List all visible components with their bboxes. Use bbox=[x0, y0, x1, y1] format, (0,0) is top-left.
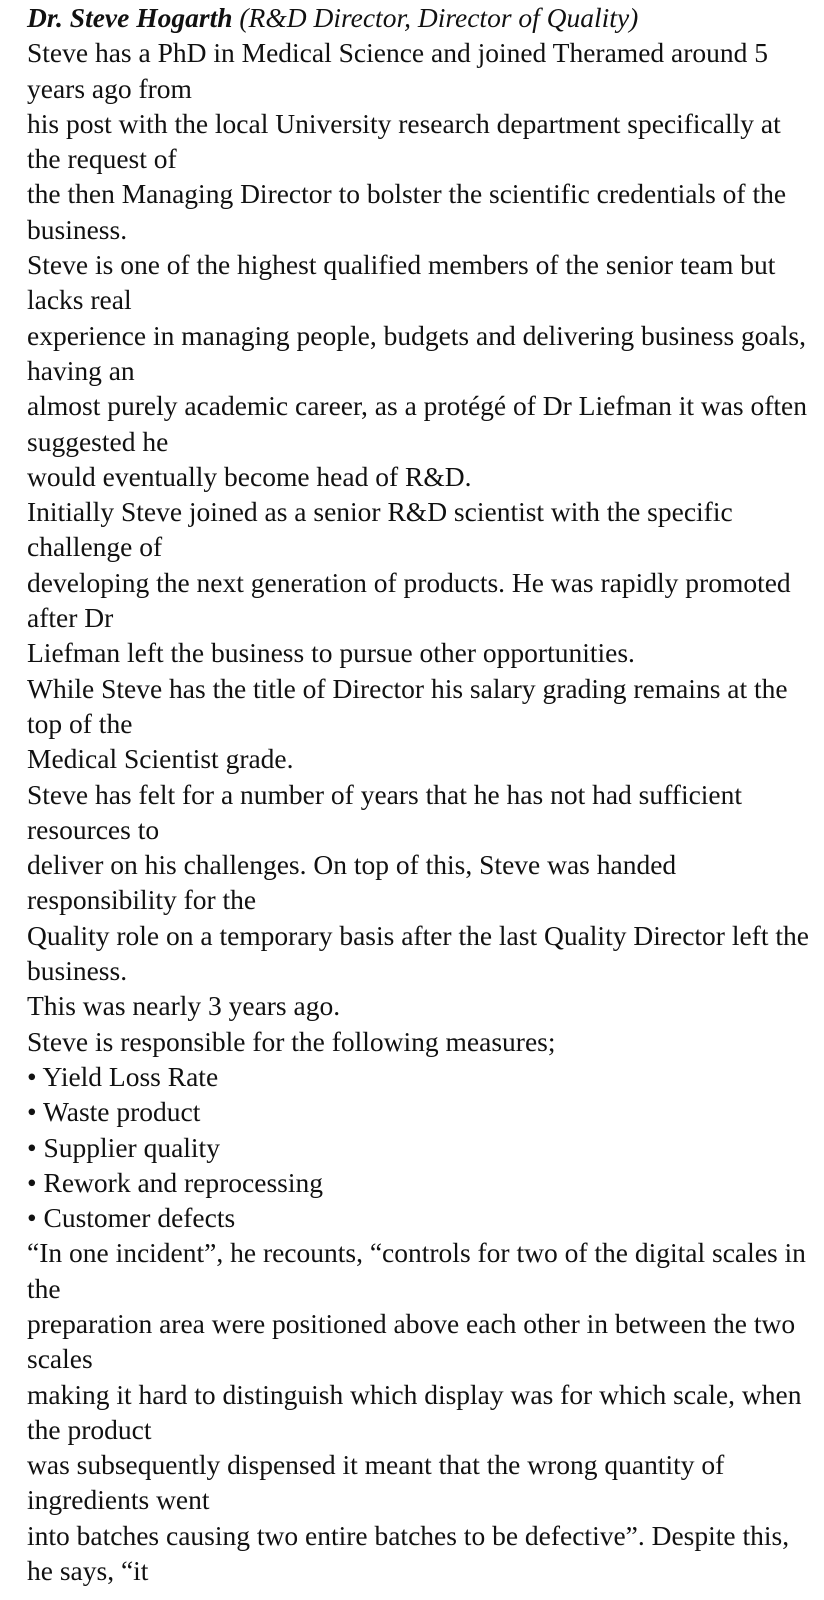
incident-quote bbox=[27, 1235, 818, 1588]
measures-list bbox=[27, 1059, 818, 1235]
profile-heading bbox=[27, 0, 818, 35]
measure-item: • Yield Loss Rate bbox=[27, 1060, 219, 1092]
person-role: (R&D Director, Director of Quality) bbox=[232, 2, 639, 33]
body-line: Liefman left the business to pursue other opportunities. bbox=[27, 637, 635, 669]
quote-line: making it hard to distinguish which display was for which scale, when the product bbox=[27, 1378, 802, 1445]
quote-line: into batches causing two entire batches to be defective”. Despite this, he says, “it bbox=[27, 1519, 790, 1587]
body-line: Initially Steve joined as a senior R&D scientist with the specific challenge of bbox=[27, 496, 733, 563]
body-line: experience in managing people, budgets and delivering business goals, having an bbox=[27, 319, 806, 386]
body-line: developing the next generation of products. He was rapidly promoted after Dr bbox=[27, 566, 791, 634]
body-line: Steve is one of the highest qualified members of the senior team but lacks real bbox=[27, 249, 776, 316]
person-name: Dr. Steve Hogarth bbox=[27, 2, 233, 33]
quote-line: was subsequently dispensed it meant that the wrong quantity of ingredients went bbox=[27, 1449, 725, 1516]
body-line: almost purely academic career, as a protégé of Dr Liefman it was often suggested he bbox=[27, 390, 808, 457]
measure-item: • Customer defects bbox=[27, 1202, 236, 1234]
body-line: Medical Scientist grade. bbox=[27, 743, 294, 775]
quote-line: “In one incident”, he recounts, “controls for two of the digital scales in the bbox=[27, 1237, 806, 1304]
measure-item: • Waste product bbox=[27, 1096, 201, 1128]
profile-body bbox=[27, 35, 818, 1059]
body-line: This was nearly 3 years ago. bbox=[27, 990, 341, 1022]
body-line: Steve has felt for a number of years that he has not had sufficient resources to bbox=[27, 778, 743, 845]
quote-line: preparation area were positioned above each other in between the two scales bbox=[27, 1307, 796, 1375]
body-line: the then Managing Director to bolster the scientific credentials of the business. bbox=[27, 178, 787, 245]
body-line: his post with the local University research department specifically at the request of bbox=[27, 107, 781, 175]
body-line: Steve has a PhD in Medical Science and joined Theramed around 5 years ago from bbox=[27, 37, 769, 104]
body-line: would eventually become head of R&D. bbox=[27, 460, 472, 492]
measure-item: • Rework and reprocessing bbox=[27, 1166, 324, 1198]
body-line: While Steve has the title of Director his salary grading remains at the top of the bbox=[27, 672, 788, 739]
body-line: Quality role on a temporary basis after the last Quality Director left the business. bbox=[27, 919, 809, 987]
body-line: Steve is responsible for the following measures; bbox=[27, 1025, 556, 1057]
measure-item: • Supplier quality bbox=[27, 1131, 220, 1163]
body-line: deliver on his challenges. On top of this, Steve was handed responsibility for the bbox=[27, 849, 677, 916]
